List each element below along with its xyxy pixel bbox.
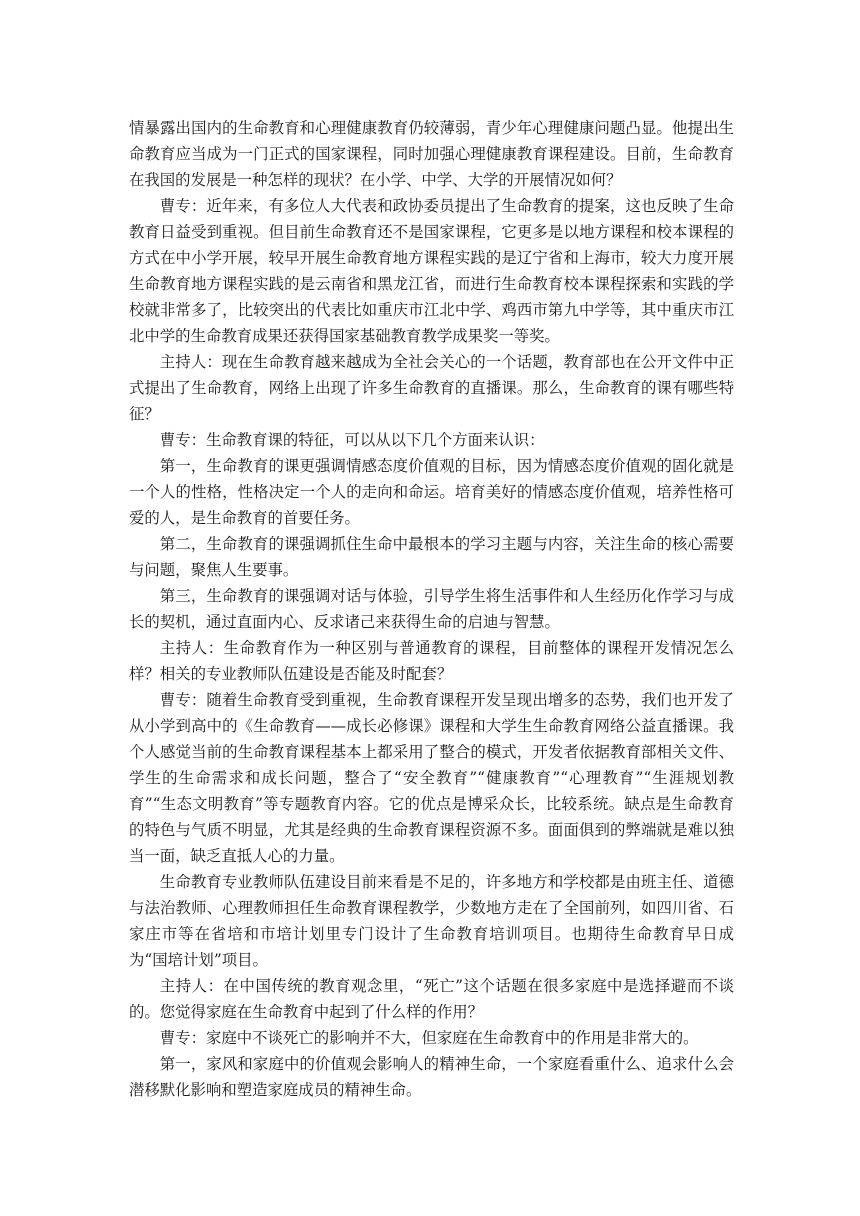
paragraph-family-point-one: 第一，家风和家庭中的价值观会影响人的精神生命，一个家庭看重什么、追求什么会潜移默化影响和塑造家庭成员的精神生命。 xyxy=(129,1055,734,1099)
paragraph-answer-family: 曹专：家庭中不谈死亡的影响并不大，但家庭在生命教育中的作用是非常大的。 xyxy=(159,1029,699,1047)
paragraph-answer-features-intro: 曹专：生命教育课的特征，可以从以下几个方面来认识： xyxy=(159,431,545,449)
paragraph-feature-one: 第一，生命教育的课更强调情感态度价值观的目标，因为情感态度价值观的固化就是一个人的性格，性格决定一个人的走向和命运。培育美好的情感态度价值观，培养性格可爱的人，是生命教育的首要任务。 xyxy=(129,457,734,527)
paragraph-question-development: 主持人：生命教育作为一种区别与普通教育的课程，目前整体的课程开发情况怎么样？相关的专业教师队伍建设是否能及时配套？ xyxy=(129,639,734,683)
paragraph-teacher-team: 生命教育专业教师队伍建设目前来看是不足的，许多地方和学校都是由班主任、道德与法治教师、心理教师担任生命教育课程教学，少数地方走在了全国前列，如四川省、石家庄市等在省培和市培计划里专门设计了生命教育培训项目。也期待生命教育早日成为“国培计划”项目。 xyxy=(129,873,734,969)
paragraph-feature-two: 第二，生命教育的课强调抓住生命中最根本的学习主题与内容，关注生命的核心需要与问题，聚焦人生要事。 xyxy=(129,535,734,579)
document-page xyxy=(129,115,734,1103)
paragraph-intro-continued: 情暴露出国内的生命教育和心理健康教育仍较薄弱，青少年心理健康问题凸显。他提出生命教育应当成为一门正式的国家课程，同时加强心理健康教育课程建设。目前，生命教育在我国的发展是一种怎样的现状？在小学、中学、大学的开展情况如何？ xyxy=(129,119,734,189)
paragraph-question-family: 主持人：在中国传统的教育观念里，“死亡”这个话题在很多家庭中是选择避而不谈的。您觉得家庭在生命教育中起到了什么样的作用？ xyxy=(129,977,734,1021)
paragraph-question-features: 主持人：现在生命教育越来越成为全社会关心的一个话题，教育部也在公开文件中正式提出了生命教育，网络上出现了许多生命教育的直播课。那么，生命教育的课有哪些特征？ xyxy=(129,353,734,423)
paragraph-feature-three: 第三，生命教育的课强调对话与体验，引导学生将生活事件和人生经历化作学习与成长的契机，通过直面内心、反求诸己来获得生命的启迪与智慧。 xyxy=(129,587,734,631)
paragraph-answer-status: 曹专：近年来，有多位人大代表和政协委员提出了生命教育的提案，这也反映了生命教育日益受到重视。但目前生命教育还不是国家课程，它更多是以地方课程和校本课程的方式在中小学开展，较早开展生命教育地方课程实践的是辽宁省和上海市，较大力度开展生命教育地方课程实践的是云南省和黑龙江省，而进行生命教育校本课程探索和实践的学校就非常多了，比较突出的代表比如重庆市江北中学、鸡西市第九中学等，其中重庆市江北中学的生命教育成果还获得国家基础教育教学成果奖一等奖。 xyxy=(129,197,734,345)
paragraph-answer-development: 曹专：随着生命教育受到重视，生命教育课程开发呈现出增多的态势，我们也开发了从小学到高中的《生命教育——成长必修课》课程和大学生生命教育网络公益直播课。我个人感觉当前的生命教育课程基本上都采用了整合的模式，开发者依据教育部相关文件、学生的生命需求和成长问题，整合了“安全教育”“健康教育”“心理教育”“生涯规划教育”“生态文明教育”等专题教育内容。它的优点是博采众长，比较系统。缺点是生命教育的特色与气质不明显，尤其是经典的生命教育课程资源不多。面面俱到的弊端就是难以独当一面，缺乏直抵人心的力量。 xyxy=(129,691,734,865)
